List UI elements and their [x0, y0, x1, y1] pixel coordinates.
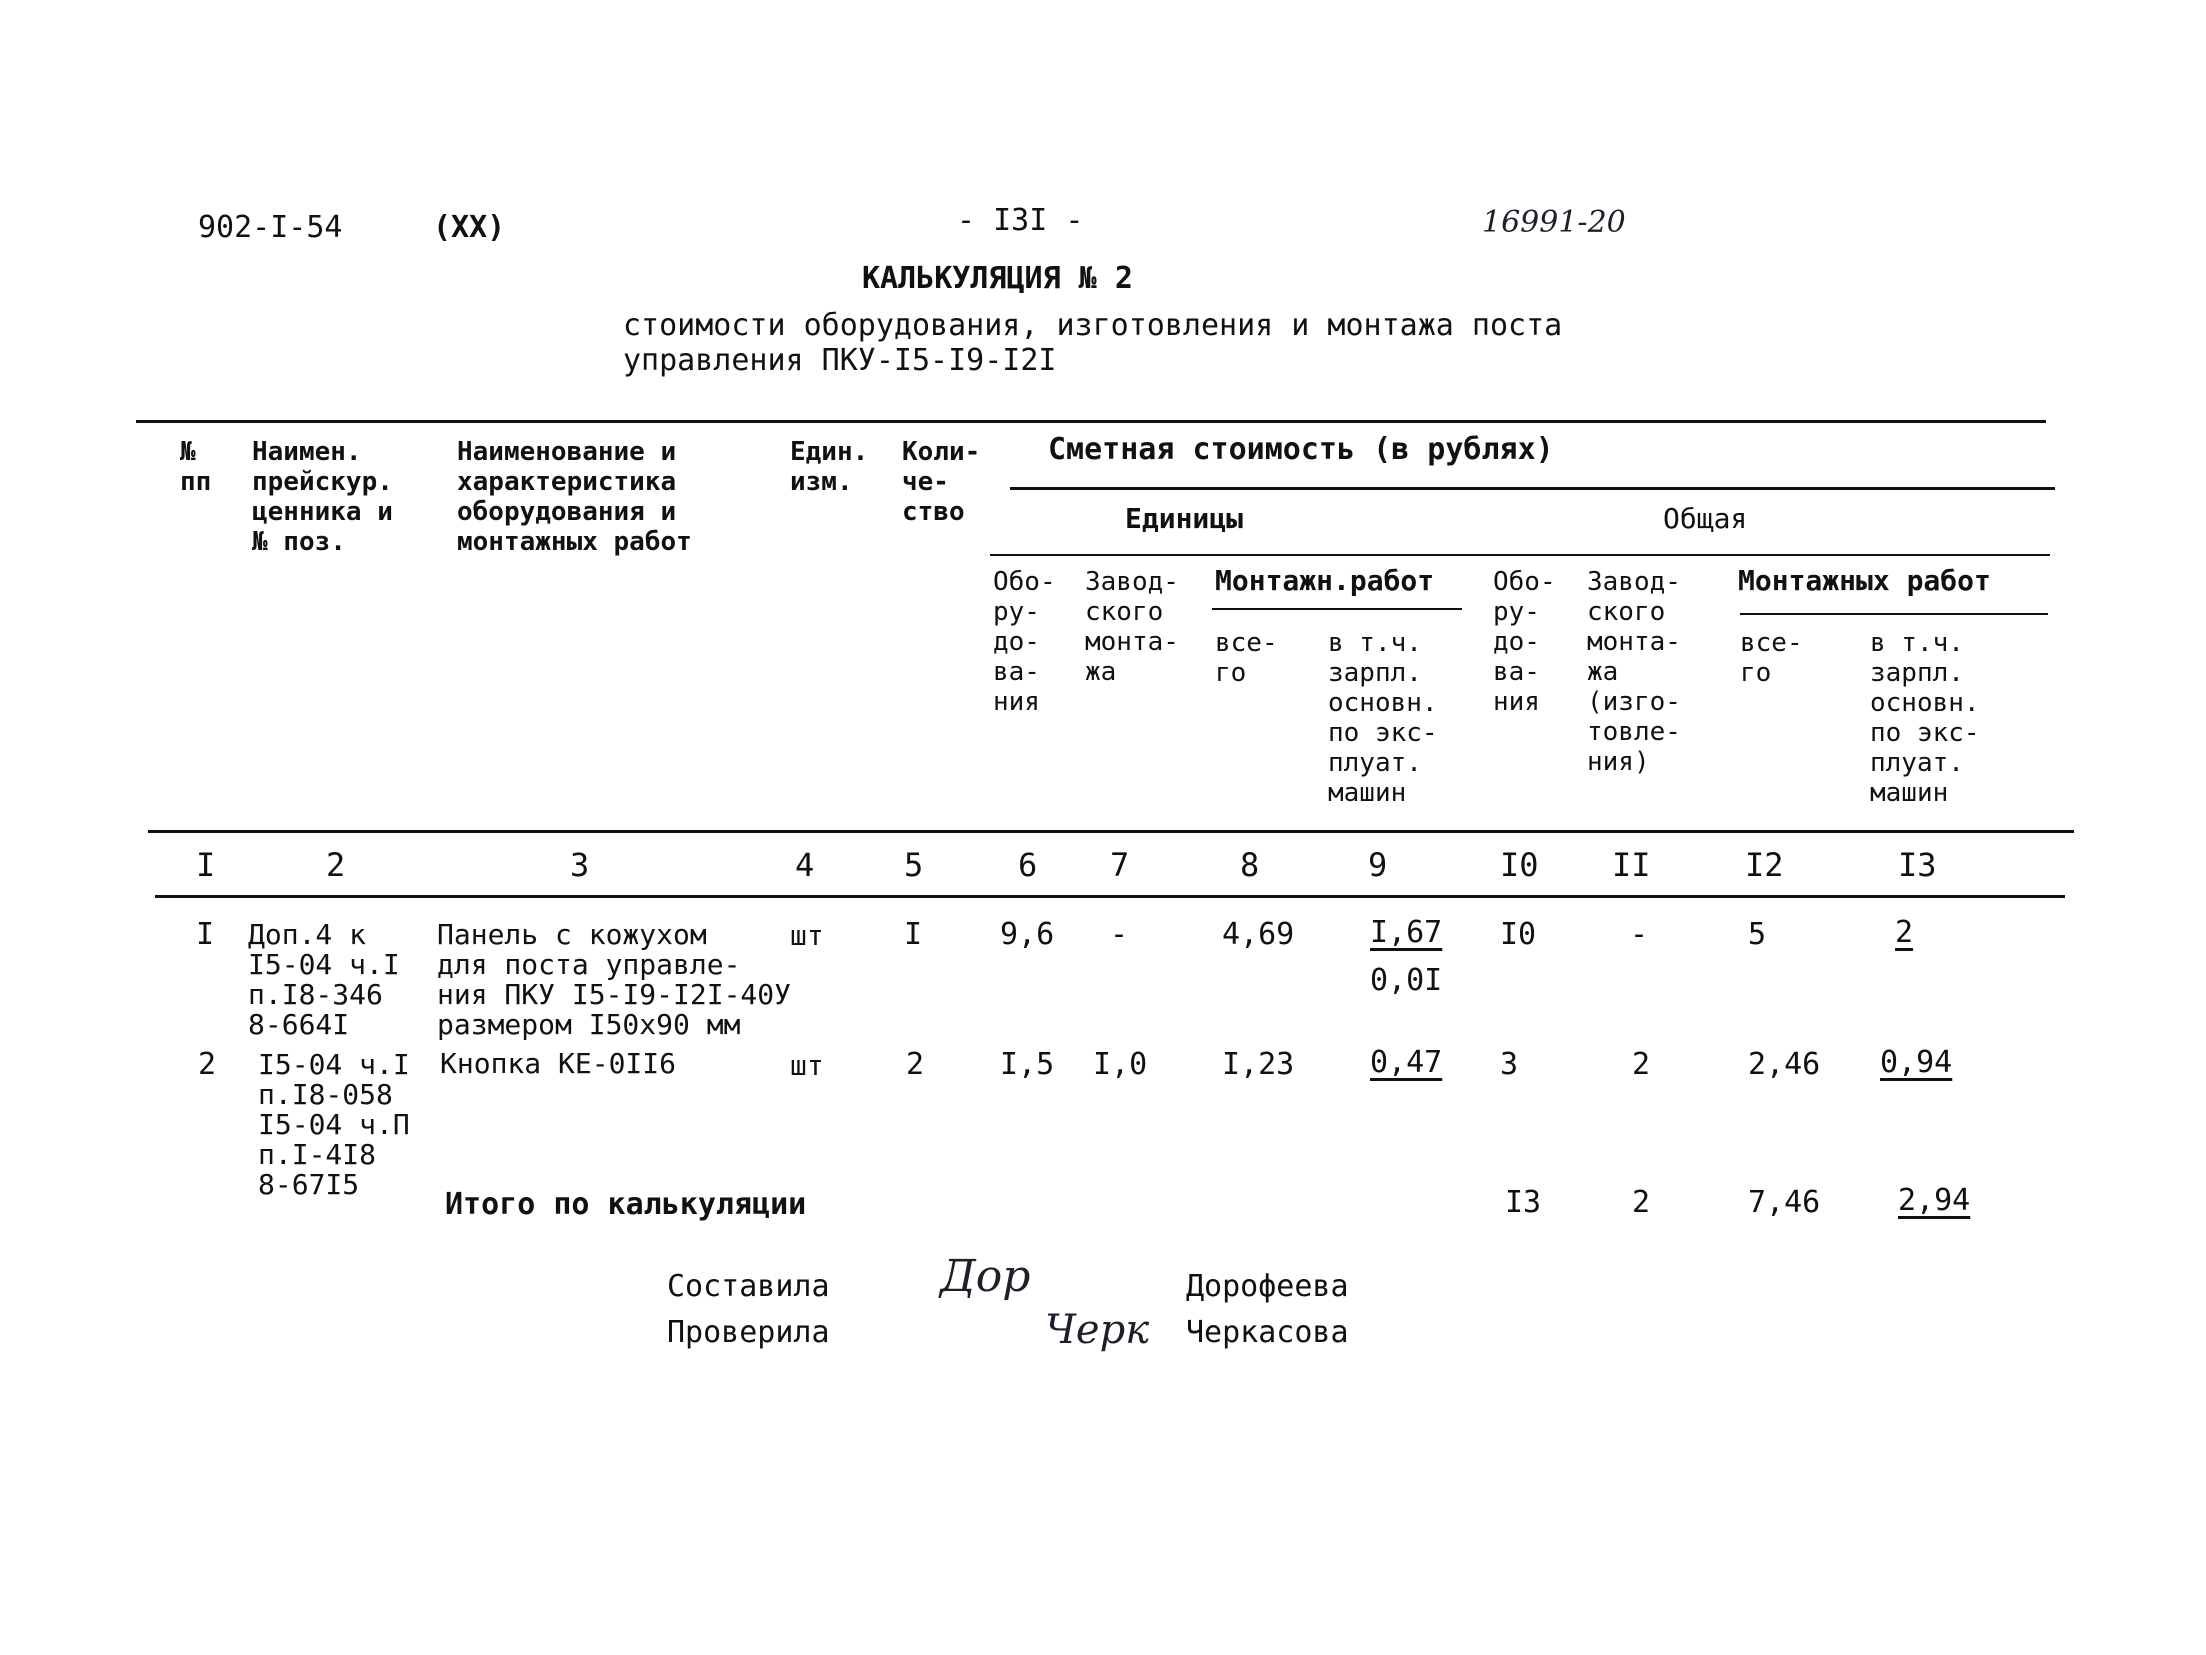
total-mount-rule: [1740, 613, 2048, 615]
header-unit-factory: Завод- ского монта- жа: [1085, 567, 1179, 687]
row1-unit-mount-wage-machines: 0,0I: [1370, 963, 1443, 998]
header-total-group: Общая: [1663, 502, 1748, 535]
header-bottom-rule: [148, 830, 2074, 833]
header-total-equipment: Обо- ру- до- ва- ния: [1493, 567, 1556, 717]
row1-pricelist: Доп.4 к I5-04 ч.I п.I8-346 8-664I: [248, 918, 400, 1041]
column-number: 6: [1018, 846, 1038, 884]
row2-total-factory: 2: [1632, 1047, 1651, 1082]
row1-unit-mount-wage: I,67: [1370, 915, 1443, 950]
header-total-mount-total: все- го: [1740, 628, 1803, 688]
column-number: 3: [570, 846, 590, 884]
album-number: (XX): [433, 210, 506, 245]
header-unit-mount-total: все- го: [1215, 628, 1278, 688]
subgroup-rule: [990, 554, 2050, 556]
row2-unit-equipment: I,5: [1000, 1047, 1055, 1082]
column-numbers-rule: [155, 895, 2065, 898]
header-unit-equipment: Обо- ру- до- ва- ния: [993, 567, 1056, 717]
header-unit-mount-wage: в т.ч. зарпл. основн. по экс- плуат. машин: [1328, 628, 1438, 808]
column-number: 2: [326, 846, 346, 884]
row2-total-mount-total: 2,46: [1748, 1047, 1821, 1082]
row2-total-equipment: 3: [1500, 1047, 1519, 1082]
unit-mount-rule: [1212, 608, 1462, 610]
row2-pricelist: I5-04 ч.I п.I8-058 I5-04 ч.П п.I-4I8 8-67I5: [258, 1048, 410, 1201]
header-cost-group: Сметная стоимость (в рублях): [1048, 432, 1554, 467]
table-top-rule: [136, 420, 2046, 423]
column-number: I0: [1500, 846, 1539, 884]
column-number: 5: [904, 846, 924, 884]
column-number: I3: [1898, 846, 1937, 884]
column-number: II: [1612, 846, 1651, 884]
document-title: КАЛЬКУЛЯЦИЯ № 2: [862, 261, 1133, 296]
row1-number: I: [196, 917, 215, 952]
row1-quantity: I: [904, 917, 923, 952]
checked-by-name: Черкасова: [1186, 1315, 1349, 1350]
row1-unit-mount-total: 4,69: [1222, 917, 1295, 952]
header-item-name: Наименование и характеристика оборудования и монтажных работ: [457, 437, 692, 557]
column-number: 9: [1368, 846, 1388, 884]
column-number: I2: [1745, 846, 1784, 884]
document-subtitle-line1: стоимости оборудования, изготовления и монтажа поста: [623, 308, 1563, 343]
row1-unit: шт: [790, 919, 824, 952]
row1-unit-equipment: 9,6: [1000, 917, 1055, 952]
header-unit-group: Единицы: [1125, 502, 1244, 535]
compiled-by-signature: Дор: [940, 1251, 1031, 1302]
column-number: I: [196, 846, 216, 884]
compiled-by-label: Составила: [667, 1269, 830, 1304]
row2-number: 2: [198, 1047, 217, 1082]
document-code: 902-I-54: [198, 210, 343, 245]
row1-total-mount-total: 5: [1748, 917, 1767, 952]
checked-by-label: Проверила: [667, 1315, 830, 1350]
row2-unit-mount-total: I,23: [1222, 1047, 1295, 1082]
row2-unit-mount-wage: 0,47: [1370, 1045, 1443, 1080]
header-total-mount-wage: в т.ч. зарпл. основн. по экс- плуат. машин: [1870, 628, 1980, 808]
total-mount-wage: 2,94: [1898, 1183, 1971, 1218]
total-factory: 2: [1632, 1185, 1651, 1220]
column-number: 7: [1110, 846, 1130, 884]
row1-total-factory: -: [1630, 917, 1649, 952]
row1-item-name: Панель с кожухом для поста управле- ния ПКУ I5-I9-I2I-40У размером I50х90 мм: [437, 918, 792, 1041]
row2-item-name: Кнопка КЕ-0II6: [440, 1047, 677, 1080]
header-total-factory: Завод- ского монта- жа (изго- товле- ния): [1587, 567, 1681, 777]
row2-total-mount-wage: 0,94: [1880, 1045, 1953, 1080]
header-unit: Един. изм.: [790, 437, 869, 497]
row1-unit-factory: -: [1110, 917, 1129, 952]
checked-by-signature: Черк: [1045, 1307, 1150, 1353]
header-total-mount-group: Монтажных работ: [1738, 564, 1991, 597]
row1-total-mount-wage: 2: [1895, 915, 1914, 950]
page-number: - I3I -: [957, 203, 1084, 238]
row2-unit: шт: [790, 1049, 824, 1082]
header-pricelist: Наимен. прейскур. ценника и № поз.: [252, 437, 393, 557]
inventory-number: 16991-20: [1482, 205, 1626, 240]
compiled-by-name: Дорофеева: [1186, 1269, 1349, 1304]
row2-unit-factory: I,0: [1093, 1047, 1148, 1082]
row1-total-equipment: I0: [1500, 917, 1537, 952]
total-equipment: I3: [1505, 1185, 1542, 1220]
header-quantity: Коли- че- ство: [902, 437, 981, 527]
row2-quantity: 2: [906, 1047, 925, 1082]
column-number: 4: [795, 846, 815, 884]
header-unit-mount-group: Монтажн.работ: [1215, 564, 1435, 597]
header-row-number: № пп: [180, 437, 212, 497]
column-number: 8: [1240, 846, 1260, 884]
cost-group-rule: [1010, 487, 2055, 490]
document-subtitle-line2: управления ПКУ-I5-I9-I2I: [623, 343, 1057, 378]
total-label: Итого по калькуляции: [445, 1187, 807, 1222]
total-mount-total: 7,46: [1748, 1185, 1821, 1220]
